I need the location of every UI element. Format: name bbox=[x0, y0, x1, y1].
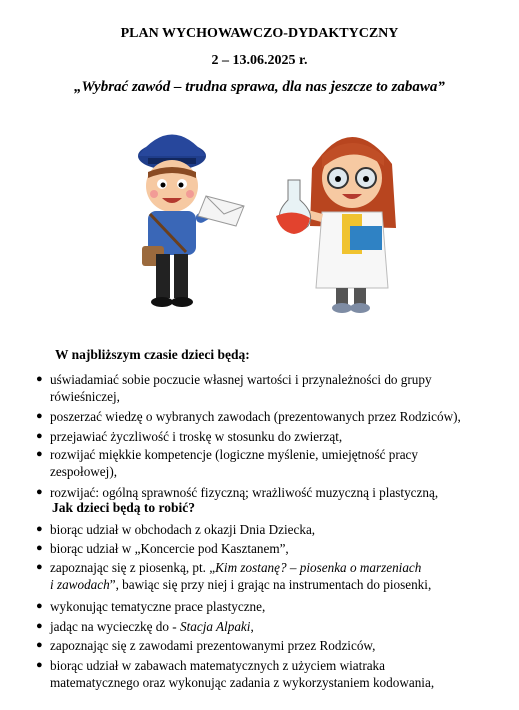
bullet: ● bbox=[36, 639, 43, 651]
date-range: 2 – 13.06.2025 r. bbox=[211, 53, 308, 68]
bullet: ● bbox=[36, 561, 43, 573]
bullet: ● bbox=[36, 448, 43, 460]
bullet: ● bbox=[36, 410, 43, 422]
children-professions-illustration bbox=[110, 108, 420, 323]
bullet: ● bbox=[36, 523, 43, 535]
section2-heading: Jak dzieci będą to robić? bbox=[52, 500, 195, 515]
document-title: PLAN WYCHOWAWCZO-DYDAKTYCZNY bbox=[120, 26, 399, 41]
section1-heading: W najbliższym czasie dzieci będą: bbox=[55, 347, 250, 362]
bullet: ● bbox=[36, 430, 43, 442]
scientist-girl-figure bbox=[276, 137, 396, 313]
bullet: ● bbox=[36, 486, 43, 498]
bullet: ● bbox=[36, 542, 43, 554]
mail-carrier-boy-figure bbox=[138, 135, 244, 308]
motto: „Wybrać zawód – trudna sprawa, dla nas jeszcze to zabawa” bbox=[74, 79, 445, 95]
bullet: ● bbox=[36, 373, 43, 385]
bullet: ● bbox=[36, 659, 43, 671]
bullet: ● bbox=[36, 620, 43, 632]
bullet: ● bbox=[36, 600, 43, 612]
